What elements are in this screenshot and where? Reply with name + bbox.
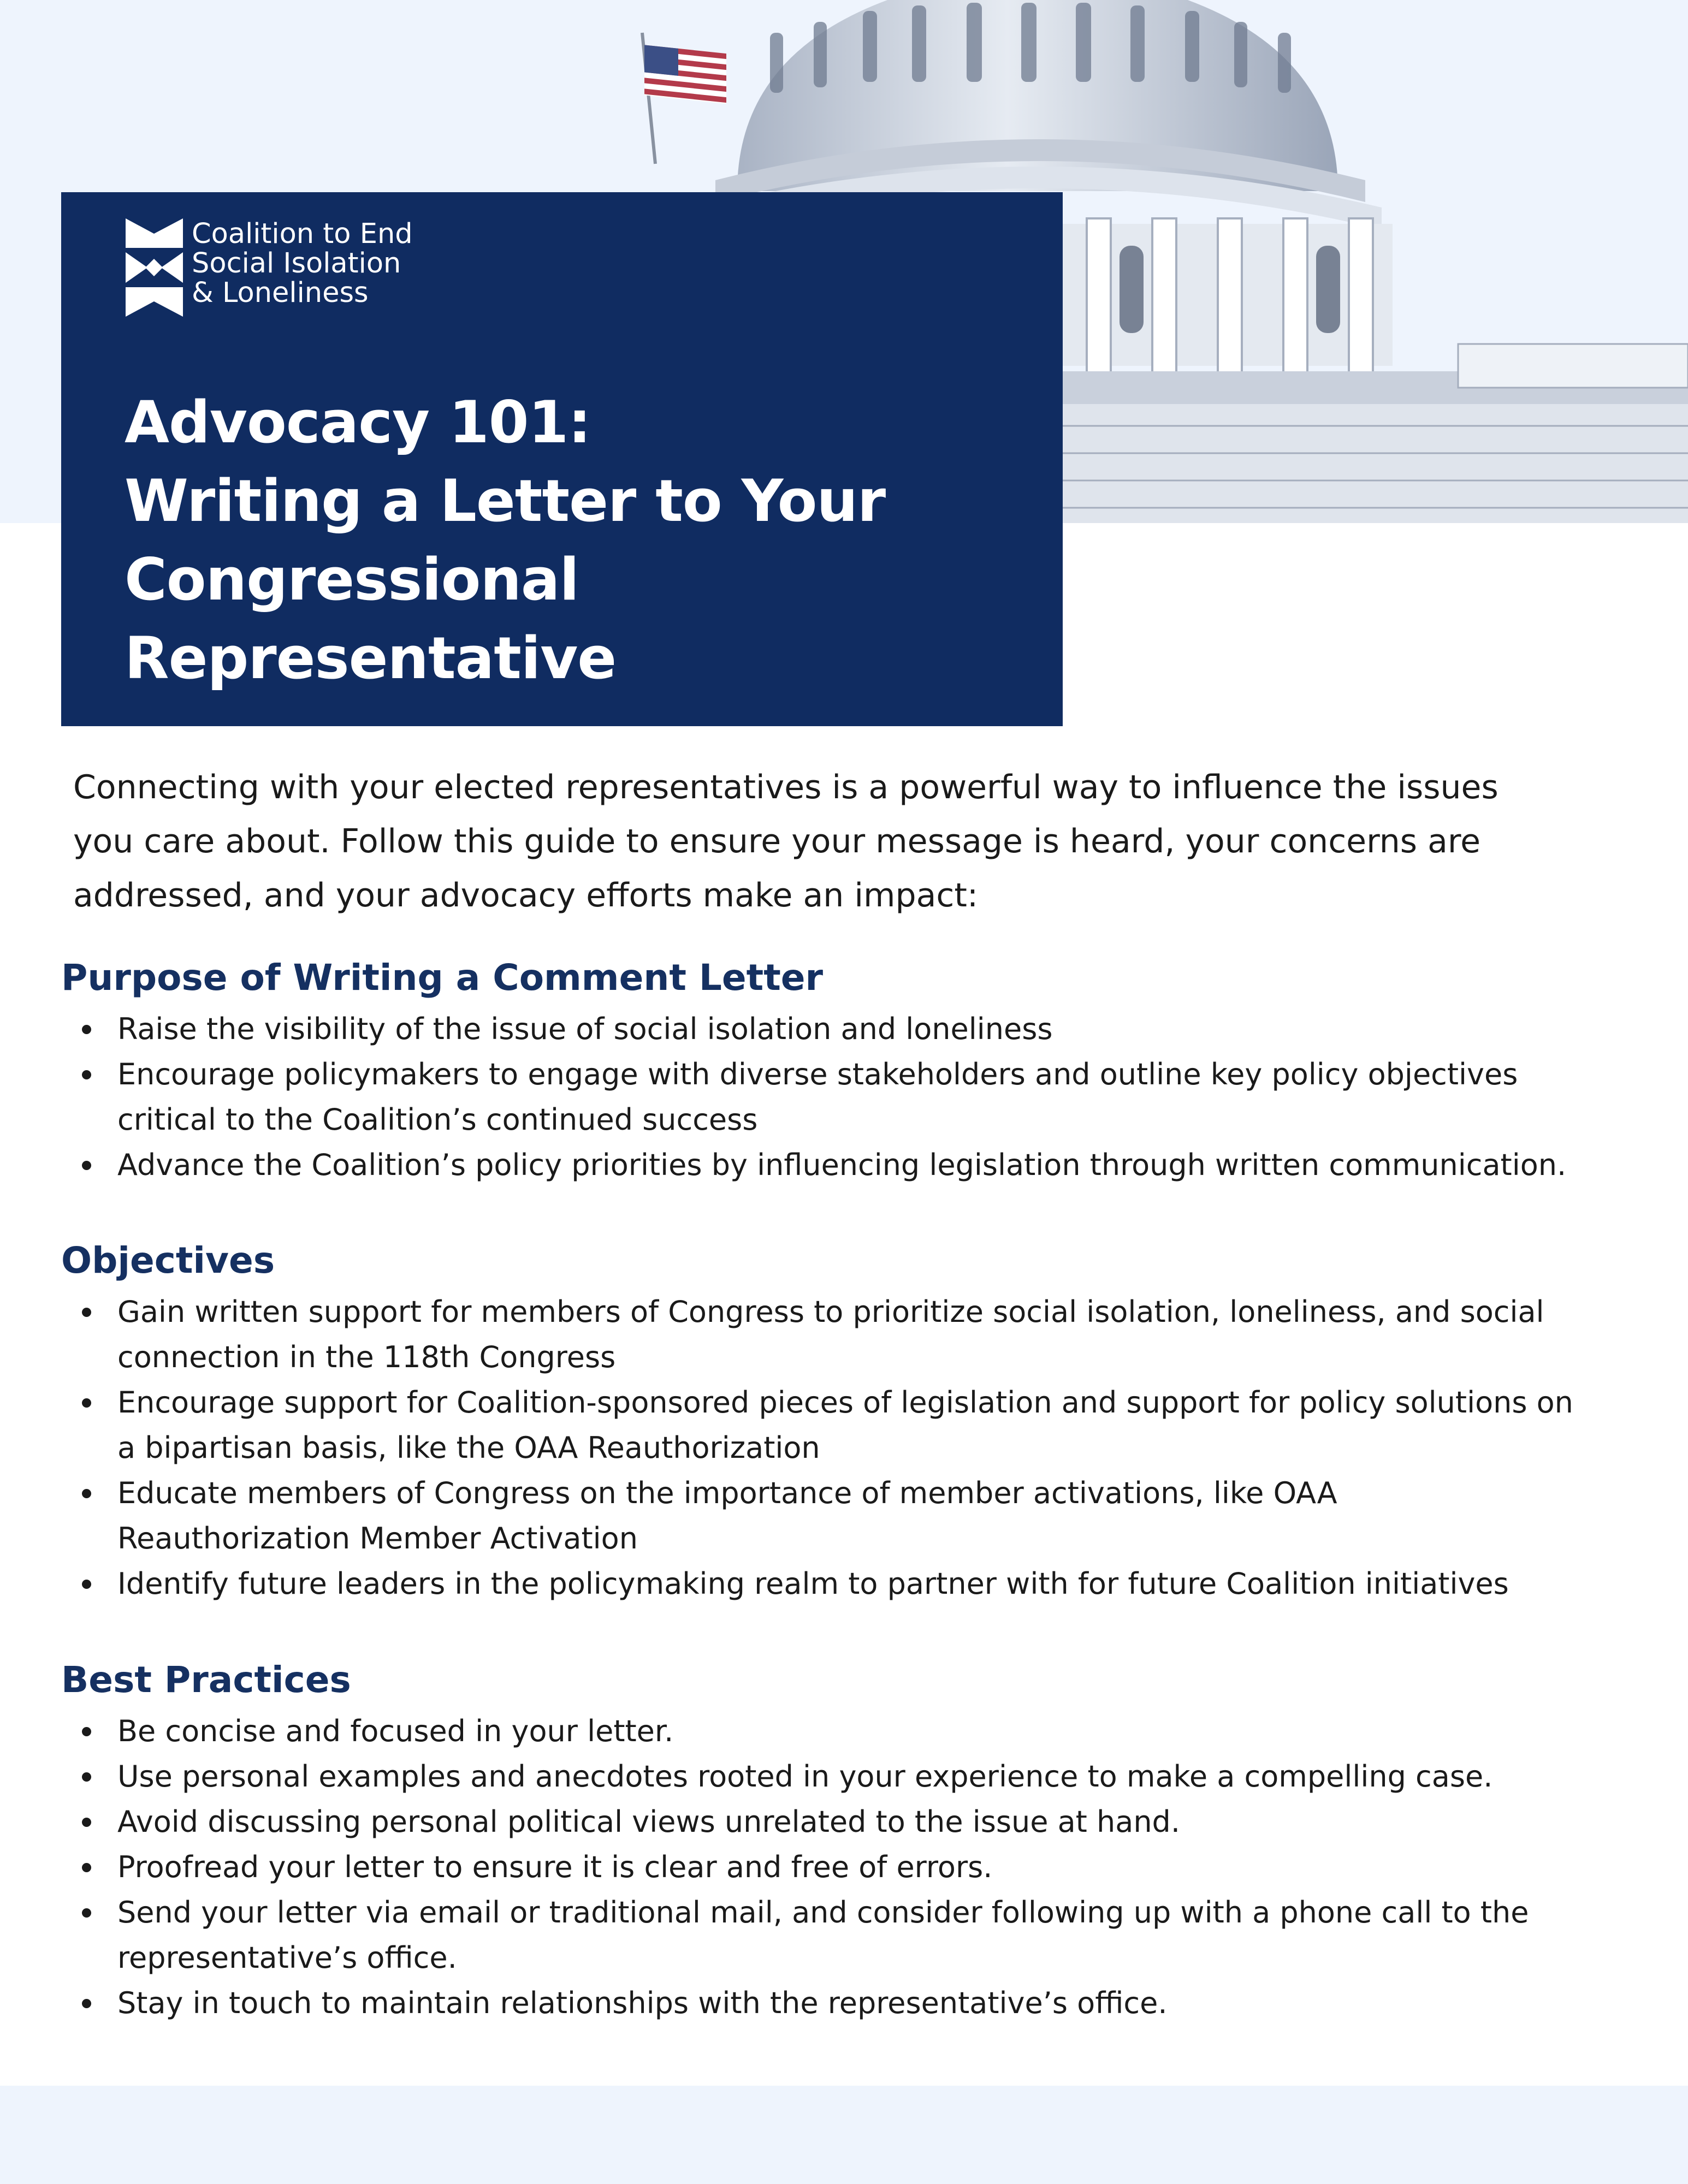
- list-item: [0, 1052, 1688, 1142]
- section-title-best-practices: Best Practices: [61, 1659, 351, 1701]
- list-item-text: critical to the Coalition’s continued success: [117, 1102, 758, 1137]
- logo-line: Social Isolation: [192, 247, 401, 280]
- list-item-text: Be concise and focused in your letter.: [117, 1714, 674, 1748]
- objectives-list: [0, 1289, 1688, 1606]
- list-item-text: a bipartisan basis, like the OAA Reauthorization: [117, 1431, 820, 1465]
- list-item-text: Raise the visibility of the issue of social isolation and loneliness: [117, 1012, 1053, 1046]
- list-item-text: Encourage policymakers to engage with diverse stakeholders and outline key policy objectives: [117, 1057, 1518, 1091]
- list-item-text: connection in the 118th Congress: [117, 1340, 616, 1374]
- footer-background: [0, 2086, 1688, 2184]
- logo-line: & Loneliness: [192, 277, 369, 309]
- list-item-text: Use personal examples and anecdotes rooted in your experience to make a compelling case.: [117, 1759, 1493, 1794]
- list-item: [0, 1844, 1688, 1890]
- list-item: [0, 1142, 1688, 1188]
- list-item: [0, 1561, 1688, 1606]
- flag-icon: [644, 45, 726, 104]
- list-item: [0, 1754, 1688, 1799]
- intro-line: addressed, and your advocacy efforts make an impact:: [73, 876, 979, 915]
- list-item: [0, 1006, 1688, 1052]
- title-line: Advocacy 101:: [125, 389, 591, 456]
- section-title-objectives: Objectives: [61, 1239, 275, 1281]
- title-line: Representative: [125, 625, 617, 692]
- intro-line: Connecting with your elected representatives is a powerful way to influence the issues: [73, 768, 1499, 806]
- list-item: [0, 1289, 1688, 1380]
- list-item-text: Stay in touch to maintain relationships with the representative’s office.: [117, 1986, 1168, 2020]
- title-line: Congressional: [125, 546, 579, 613]
- list-item-text: Educate members of Congress on the importance of member activations, like OAA: [117, 1476, 1337, 1510]
- intro-line: you care about. Follow this guide to ensure your message is heard, your concerns are: [73, 822, 1481, 860]
- list-item: [0, 1708, 1688, 1754]
- section-title-purpose: Purpose of Writing a Comment Letter: [61, 957, 824, 999]
- list-item: [0, 1380, 1688, 1470]
- list-item-text: Encourage support for Coalition-sponsored pieces of legislation and support for policy solutions on: [117, 1385, 1573, 1420]
- organization-logo: [126, 218, 413, 317]
- page-title: [125, 383, 1042, 698]
- list-item-text: Identify future leaders in the policymaking realm to partner with for future Coalition initiatives: [117, 1566, 1509, 1601]
- list-item: [0, 1980, 1688, 2026]
- list-item-text: Reauthorization Member Activation: [117, 1521, 638, 1556]
- list-item-text: Proofread your letter to ensure it is clear and free of errors.: [117, 1850, 993, 1884]
- organization-name: [192, 219, 413, 308]
- purpose-list: [0, 1006, 1688, 1188]
- best-practices-list: [0, 1708, 1688, 2026]
- list-item-text: Advance the Coalition’s policy priorities by influencing legislation through written communication.: [117, 1148, 1567, 1182]
- list-item: [0, 1799, 1688, 1844]
- list-item-text: Gain written support for members of Congress to prioritize social isolation, loneliness, and social: [117, 1295, 1544, 1329]
- coalition-logo-icon: [126, 218, 183, 317]
- intro-paragraph: [73, 761, 1613, 923]
- list-item-text: Send your letter via email or traditional mail, and consider following up with a phone call to the: [117, 1895, 1529, 1930]
- list-item-text: Avoid discussing personal political views unrelated to the issue at hand.: [117, 1805, 1181, 1839]
- title-panel: [61, 192, 1063, 726]
- list-item-text: representative’s office.: [117, 1940, 457, 1975]
- title-line: Writing a Letter to Your: [125, 467, 886, 535]
- list-item: [0, 1890, 1688, 1980]
- logo-line: Coalition to End: [192, 218, 413, 250]
- list-item: [0, 1470, 1688, 1561]
